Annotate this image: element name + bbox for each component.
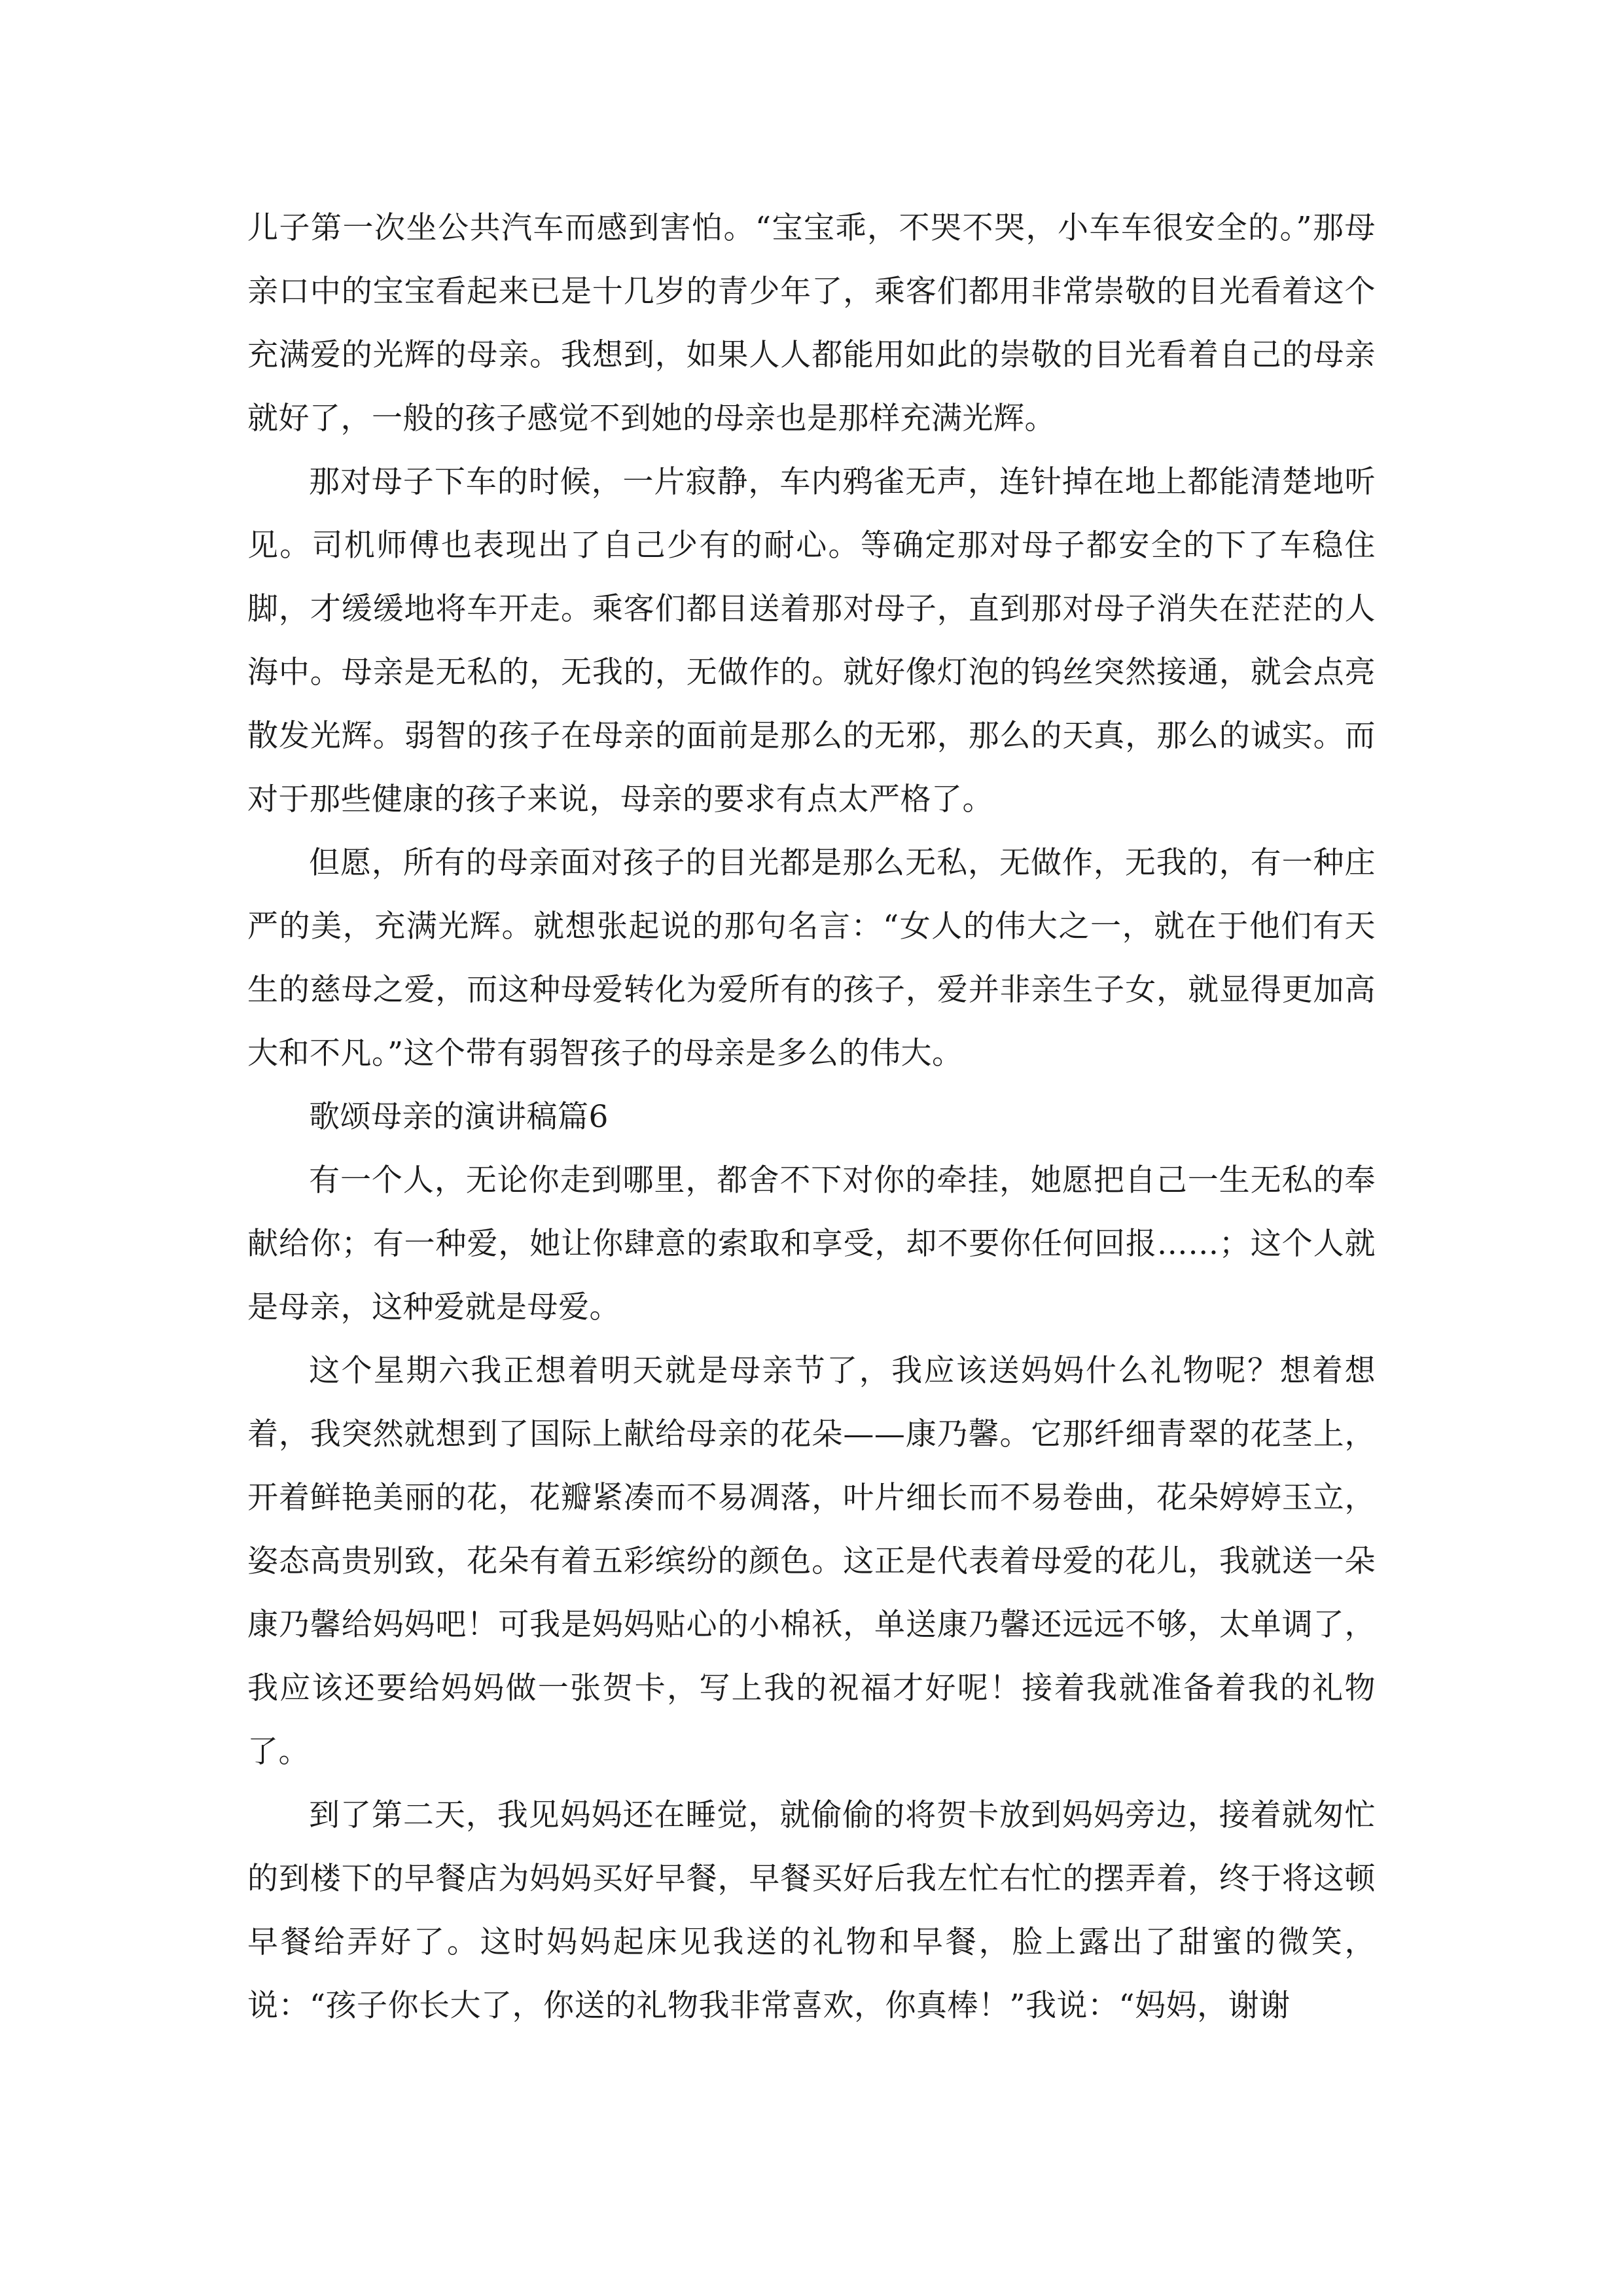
paragraph-4: 有一个人，无论你走到哪里，都舍不下对你的牵挂，她愿把自己一生无私的奉献给你；有一种爱，她让你肆意的索取和享受，却不要你任何回报……；这个人就是母亲，这种爱就是母爱。	[247, 1162, 1376, 1325]
paragraph-1: 儿子第一次坐公共汽车而感到害怕。“宝宝乖，不哭不哭，小车车很安全的。”那母亲口中的宝宝看起来已是十几岁的青少年了，乘客们都用非常崇敬的目光看着这个充满爱的光辉的母亲。我想到，如果人人都能用如此的崇敬的目光看着自己的母亲就好了，一般的孩子感觉不到她的母亲也是那样充满光辉。	[247, 210, 1376, 437]
section-heading: 歌颂母亲的演讲稿篇6	[309, 1099, 609, 1135]
document-page	[247, 196, 1376, 2037]
paragraph-2: 那对母子下车的时候，一片寂静，车内鸦雀无声，连针掉在地上都能清楚地听见。司机师傅也表现出了自己少有的耐心。等确定那对母子都安全的下了车稳住脚，才缓缓地将车开走。乘客们都目送着那对母子，直到那对母子消失在茫茫的人海中。母亲是无私的，无我的，无做作的。就好像灯泡的钨丝突然接通，就会点亮散发光辉。弱智的孩子在母亲的面前是那么的无邪，那么的天真，那么的诚实。而对于那些健康的孩子来说，母亲的要求有点太严格了。	[247, 464, 1376, 817]
paragraph-5: 这个星期六我正想着明天就是母亲节了，我应该送妈妈什么礼物呢？想着想着，我突然就想到了国际上献给母亲的花朵——康乃馨。它那纤细青翠的花茎上，开着鲜艳美丽的花，花瓣紧凑而不易凋落，叶片细长而不易卷曲，花朵婷婷玉立，姿态高贵别致，花朵有着五彩缤纷的颜色。这正是代表着母爱的花儿，我就送一朵康乃馨给妈妈吧！可我是妈妈贴心的小棉袄，单送康乃馨还远远不够，太单调了，我应该还要给妈妈做一张贺卡，写上我的祝福才好呢！接着我就准备着我的礼物了。	[247, 1353, 1376, 1770]
paragraph-3: 但愿，所有的母亲面对孩子的目光都是那么无私，无做作，无我的，有一种庄严的美，充满光辉。就想张起说的那句名言：“女人的伟大之一，就在于他们有天生的慈母之爱，而这种母爱转化为爱所有的孩子，爱并非亲生子女，就显得更加高大和不凡。”这个带有弱智孩子的母亲是多么的伟大。	[247, 845, 1376, 1071]
paragraph-6: 到了第二天，我见妈妈还在睡觉，就偷偷的将贺卡放到妈妈旁边，接着就匆忙的到楼下的早餐店为妈妈买好早餐，早餐买好后我左忙右忙的摆弄着，终于将这顿早餐给弄好了。这时妈妈起床见我送的礼物和早餐，脸上露出了甜蜜的微笑，说：“孩子你长大了，你送的礼物我非常喜欢，你真棒！”我说：“妈妈，谢谢	[247, 1797, 1376, 2024]
